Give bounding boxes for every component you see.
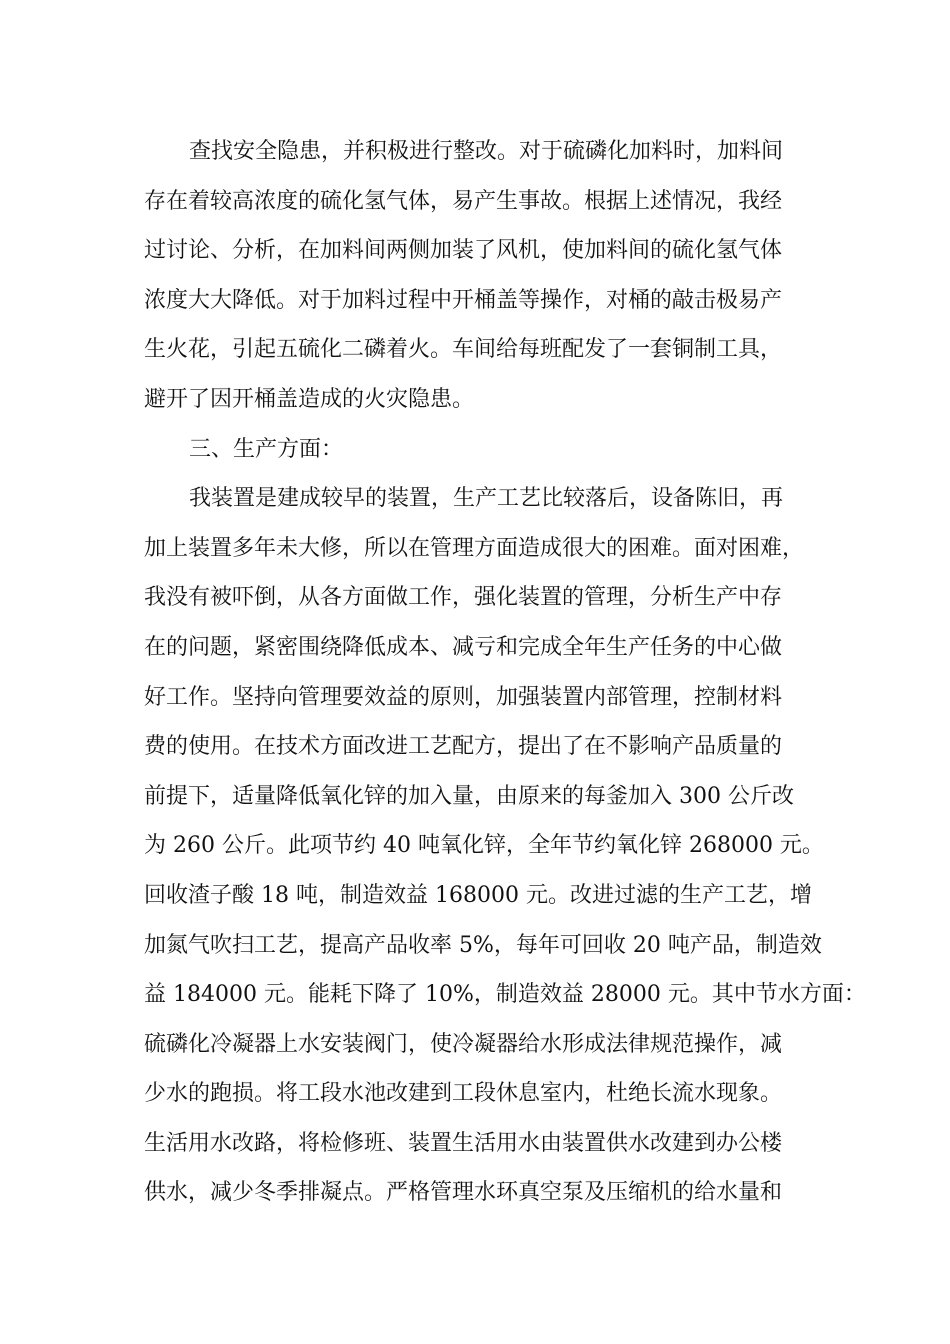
- text-line: 在的问题，紧密围绕降低成本、减亏和完成全年生产任务的中心做: [144, 634, 783, 660]
- text-line: 加上装置多年未大修，所以在管理方面造成很大的困难。面对困难，: [144, 535, 805, 561]
- text-line: 避开了因开桶盖造成的火灾隐患。: [144, 386, 475, 412]
- text-line: 存在着较高浓度的硫化氢气体，易产生事故。根据上述情况，我经: [144, 188, 783, 214]
- text-line: 我装置是建成较早的装置，生产工艺比较落后，设备陈旧，再: [189, 486, 784, 512]
- text-line: 为 260 公斤。此项节约 40 吨氧化锌，全年节约氧化锌 268000 元。: [144, 833, 824, 859]
- text-line: 我没有被吓倒，从各方面做工作，强化装置的管理，分析生产中存: [144, 585, 783, 611]
- section-heading: 三、生产方面：: [189, 436, 344, 462]
- text-line: 回收渣子酸 18 吨，制造效益 168000 元。改进过滤的生产工艺，增: [144, 882, 812, 908]
- text-line: 费的使用。在技术方面改进工艺配方，提出了在不影响产品质量的: [144, 734, 783, 760]
- text-line: 生活用水改路，将检修班、装置生活用水由装置供水改建到办公楼: [144, 1130, 783, 1156]
- text-line: 供水，减少冬季排凝点。严格管理水环真空泵及压缩机的给水量和: [144, 1180, 783, 1206]
- text-line: 生火花，引起五硫化二磷着火。车间给每班配发了一套铜制工具，: [144, 337, 783, 363]
- text-line: 前提下，适量降低氧化锌的加入量，由原来的每釜加入 300 公斤改: [144, 783, 794, 809]
- text-line: 查找安全隐患，并积极进行整改。对于硫磷化加料时，加料间: [189, 139, 784, 164]
- document-body: [144, 127, 866, 1218]
- text-line: 硫磷化冷凝器上水安装阀门，使冷凝器给水形成法律规范操作，减: [144, 1031, 783, 1057]
- text-line: 浓度大大降低。对于加料过程中开桶盖等操作，对桶的敲击极易产: [144, 287, 783, 313]
- text-line: 过讨论、分析，在加料间两侧加装了风机，使加料间的硫化氢气体: [144, 238, 783, 264]
- text-line: 好工作。坚持向管理要效益的原则，加强装置内部管理，控制材料: [144, 684, 783, 710]
- text-line: 加氮气吹扫工艺，提高产品收率 5%，每年可回收 20 吨产品，制造效: [144, 932, 822, 958]
- text-line: 益 184000 元。能耗下降了 10%，制造效益 28000 元。其中节水方面：: [144, 982, 866, 1008]
- text-line: 少水的跑损。将工段水池改建到工段休息室内，杜绝长流水现象。: [144, 1081, 783, 1107]
